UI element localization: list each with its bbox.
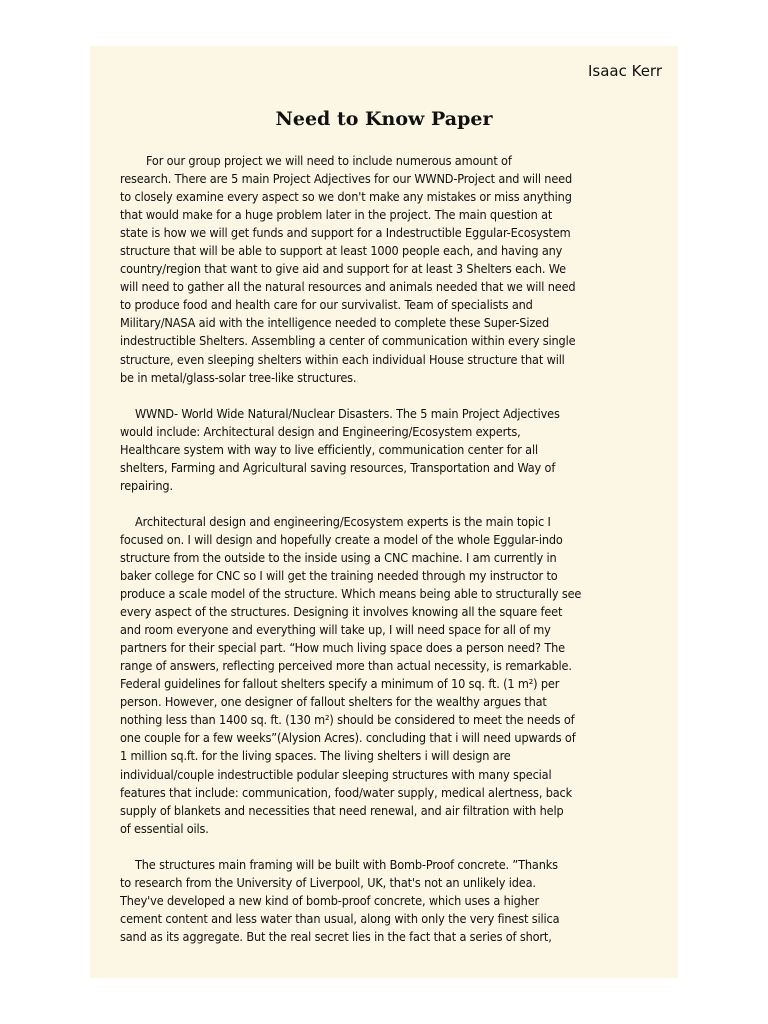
paragraph-line: features that include: communication, food/water supply, medical alertness, back [120, 784, 573, 800]
paragraph-line: of essential oils. [120, 820, 209, 836]
paragraph-line: range of answers, reflecting perceived more than actual necessity, is remarkable. [120, 658, 572, 674]
paragraph-line: Military/NASA aid with the intelligence needed to complete these Super-Sized [120, 315, 550, 331]
paragraph-line: focused on. I will design and hopefully create a model of the whole Eggular-indo [120, 531, 563, 547]
paragraph-line: that would make for a huge problem later in the project. The main question at [120, 207, 553, 223]
paragraph-line: Healthcare system with way to live efficiently, communication center for all [120, 441, 538, 457]
paragraph-line: The structures main framing will be built with Bomb-Proof concrete. ”Thanks [135, 856, 558, 872]
paragraph [90, 856, 678, 946]
paragraph-line: Federal guidelines for fallout shelters specify a minimum of 10 sq. ft. (1 m²) per [120, 676, 560, 692]
paragraph-line: Architectural design and engineering/Ecosystem experts is the main topic I [135, 513, 551, 529]
paragraph-line: indestructible Shelters. Assembling a center of communication within every single [120, 333, 576, 349]
paragraph [90, 513, 678, 838]
paragraph-line: person. However, one designer of fallout shelters for the wealthy argues that [120, 694, 547, 710]
paragraph-line: state is how we will get funds and support for a Indestructible Eggular-Ecosystem [120, 225, 571, 241]
paragraph-line: be in metal/glass-solar tree-like structures. [120, 369, 357, 385]
paragraph-line: structure, even sleeping shelters within each individual House structure that will [120, 351, 565, 367]
document-title: Need to Know Paper [275, 108, 493, 130]
paragraph-line: cement content and less water than usual, along with only the very finest silica [120, 910, 560, 926]
paragraph-line: structure from the outside to the inside using a CNC machine. I am currently in [120, 549, 557, 565]
paragraph-line: to research from the University of Liverpool, UK, that's not an unlikely idea. [120, 874, 536, 890]
paragraph-line: supply of blankets and necessities that need renewal, and air filtration with help [120, 802, 564, 818]
paragraph-line: and room everyone and everything will take up, I will need space for all of my [120, 622, 551, 638]
paragraph-line: structure that will be able to support at least 1000 people each, and having any [120, 243, 563, 259]
paragraph-line: baker college for CNC so I will get the training needed through my instructor to [120, 567, 558, 583]
paragraph-line: sand as its aggregate. But the real secret lies in the fact that a series of short, [120, 928, 552, 944]
paragraph-line: will need to gather all the natural resources and animals needed that we will need [120, 279, 576, 295]
paragraph-line: produce a scale model of the structure. Which means being able to structurally see [120, 586, 582, 602]
paragraph-line: They've developed a new kind of bomb-proof concrete, which uses a higher [120, 892, 540, 908]
paragraph-line: shelters, Farming and Agricultural saving resources, Transportation and Way of [120, 459, 556, 475]
paragraph-line: every aspect of the structures. Designing it involves knowing all the square feet [120, 604, 563, 620]
paragraph-line: one couple for a few weeks”(Alysion Acres). concluding that i will need upwards of [120, 730, 576, 746]
document-body [90, 152, 678, 964]
paragraph-line: 1 million sq.ft. for the living spaces. The living shelters i will design are [120, 748, 511, 764]
paragraph-line: nothing less than 1400 sq. ft. (130 m²) should be considered to meet the needs of [120, 712, 575, 728]
paragraph-line: would include: Architectural design and Engineering/Ecosystem experts, [120, 423, 521, 439]
paragraph-line: repairing. [120, 477, 173, 493]
paragraph [90, 405, 678, 495]
author-name: Isaac Kerr [587, 62, 662, 80]
paragraph-line: WWND- World Wide Natural/Nuclear Disasters. The 5 main Project Adjectives [135, 405, 560, 421]
paragraph-line: to closely examine every aspect so we don't make any mistakes or miss anything [120, 189, 572, 205]
paragraph-line: research. There are 5 main Project Adjectives for our WWND-Project and will need [120, 171, 573, 187]
paragraph-line: For our group project we will need to include numerous amount of [146, 153, 512, 168]
paragraph-line: partners for their special part. “How much living space does a person need? The [120, 640, 565, 656]
paragraph [90, 152, 678, 387]
paragraph-line: individual/couple indestructible podular sleeping structures with many special [120, 766, 552, 782]
paragraph-line: country/region that want to give aid and support for at least 3 Shelters each. We [120, 261, 566, 277]
document-page [90, 46, 678, 978]
paragraph-line: to produce food and health care for our survivalist. Team of specialists and [120, 297, 533, 313]
